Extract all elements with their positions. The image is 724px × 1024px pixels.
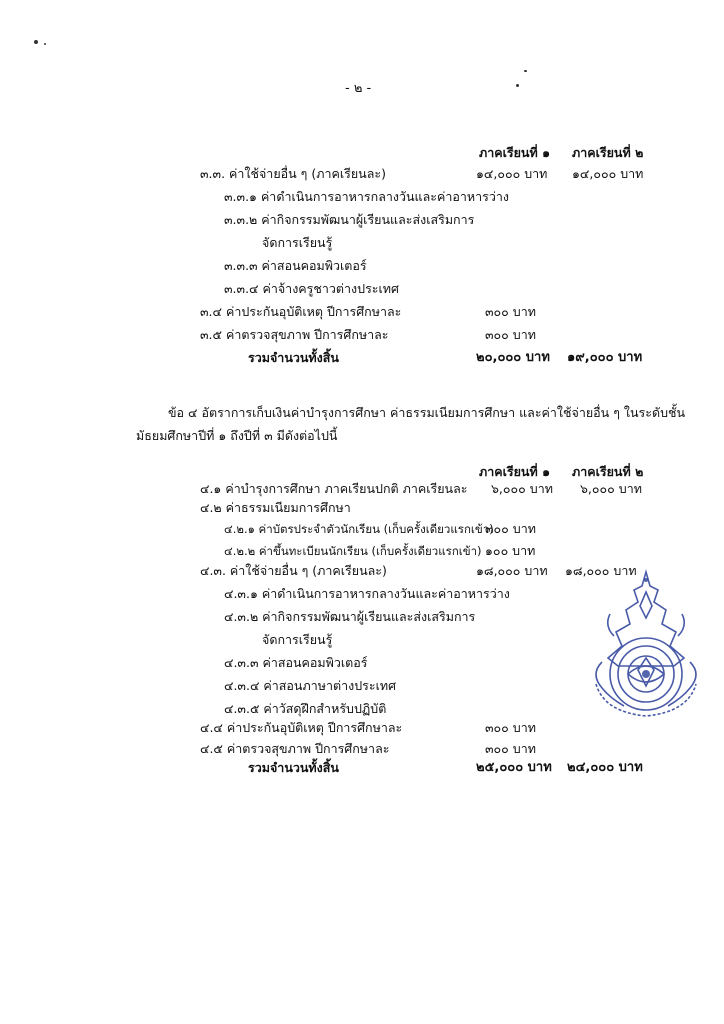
semester-2-value: ๑๔,๐๐๐ บาท xyxy=(572,166,644,181)
semester-1-header: ภาคเรียนที่ ๑ xyxy=(479,464,551,479)
row-label: ๔.๒.๒ ค่าขึ้นทะเบียนนักเรียน (เก็บครั้งเดียวแรกเข้า) xyxy=(224,544,482,558)
row-label: ๓.๕ ค่าตรวจสุขภาพ ปีการศึกษาละ xyxy=(200,327,389,342)
row-label: ๓.๓.๑ ค่าดำเนินการอาหารกลางวันและค่าอาหารว่าง xyxy=(224,189,509,204)
semester-1-value: ๑๐๐ บาท xyxy=(485,543,536,558)
semester-1-value: ๓๐๐ บาท xyxy=(485,741,536,756)
page-number: - ๒ - xyxy=(345,81,372,96)
semester-1-value: ๑๘,๐๐๐ บาท xyxy=(476,563,548,578)
total-semester-2: ๒๔,๐๐๐ บาท xyxy=(567,760,643,775)
row-label: ๔.๓.๓ ค่าสอนคอมพิวเตอร์ xyxy=(224,655,368,670)
semester-2-value: ๖,๐๐๐ บาท xyxy=(580,481,642,496)
semester-1-value: ๓๐๐ บาท xyxy=(485,521,536,536)
row-label: ๓.๔ ค่าประกันอุบัติเหตุ ปีการศึกษาละ xyxy=(200,304,402,319)
scan-speck xyxy=(516,84,519,87)
row-label: ๔.๔ ค่าประกันอุบัติเหตุ ปีการศึกษาละ xyxy=(200,720,403,735)
row-label: จัดการเรียนรู้ xyxy=(262,632,333,647)
total-label: รวมจำนวนทั้งสิ้น xyxy=(248,760,339,775)
row-label: จัดการเรียนรู้ xyxy=(262,235,333,250)
semester-1-value: ๖,๐๐๐ บาท xyxy=(491,481,553,496)
semester-1-value: ๑๔,๐๐๐ บาท xyxy=(476,166,548,181)
total-semester-1: ๒๕,๐๐๐ บาท xyxy=(476,760,552,775)
row-label: ๓.๓.๒ ค่ากิจกรรมพัฒนาผู้เรียนและส่งเสริมการ xyxy=(224,212,475,227)
row-label: ๓.๓. ค่าใช้จ่ายอื่น ๆ (ภาคเรียนละ) xyxy=(200,166,386,181)
row-label: ๔.๓.๕ ค่าวัสดุฝึกสำหรับปฏิบัติ xyxy=(224,701,387,716)
semester-2-value: ๑๘,๐๐๐ บาท xyxy=(565,563,637,578)
row-label: ๔.๕ ค่าตรวจสุขภาพ ปีการศึกษาละ xyxy=(200,741,390,756)
row-label: ๔.๓.๑ ค่าดำเนินการอาหารกลางวันและค่าอาหารว่าง xyxy=(224,586,510,601)
semester-1-value: ๓๐๐ บาท xyxy=(485,327,536,342)
row-label: ๔.๓.๒ ค่ากิจกรรมพัฒนาผู้เรียนและส่งเสริมการ xyxy=(224,609,476,624)
row-label: ๔.๑ ค่าบำรุงการศึกษา ภาคเรียนปกติ ภาคเรียนละ xyxy=(200,481,468,496)
scan-speck xyxy=(44,43,46,45)
semester-1-header: ภาคเรียนที่ ๑ xyxy=(479,145,551,160)
row-label: ๔.๒.๑ ค่าบัตรประจำตัวนักเรียน (เก็บครั้งเดียวแรกเข้า) xyxy=(224,522,494,536)
total-semester-1: ๒๐,๐๐๐ บาท xyxy=(476,350,550,365)
row-label: ๔.๓. ค่าใช้จ่ายอื่น ๆ (ภาคเรียนละ) xyxy=(200,563,387,578)
total-label: รวมจำนวนทั้งสิ้น xyxy=(248,350,339,365)
row-label: ๔.๒ ค่าธรรมเนียมการศึกษา xyxy=(200,500,351,515)
row-label: ๓.๓.๓ ค่าสอนคอมพิวเตอร์ xyxy=(224,258,367,273)
official-seal-stamp xyxy=(566,566,724,726)
scan-speck xyxy=(34,40,38,44)
semester-1-value: ๓๐๐ บาท xyxy=(485,304,536,319)
row-label: ๓.๓.๔ ค่าจ้างครูชาวต่างประเทศ xyxy=(224,281,399,296)
semester-1-value: ๓๐๐ บาท xyxy=(485,720,536,735)
section-4-paragraph-line-2: มัธยมศึกษาปีที่ ๑ ถึงปีที่ ๓ มีดังต่อไปนี้ xyxy=(136,428,338,443)
semester-2-header: ภาคเรียนที่ ๒ xyxy=(572,145,644,160)
semester-2-header: ภาคเรียนที่ ๒ xyxy=(572,464,644,479)
total-semester-2: ๑๙,๐๐๐ บาท xyxy=(567,350,643,365)
scan-speck xyxy=(524,70,527,72)
row-label: ๔.๓.๔ ค่าสอนภาษาต่างประเทศ xyxy=(224,678,397,693)
section-4-paragraph-line-1: ข้อ ๔ อัตราการเก็บเงินค่าบำรุงการศึกษา ค่าธรรมเนียมการศึกษา และค่าใช้จ่ายอื่น ๆ ในระดับชั้น xyxy=(168,405,686,420)
